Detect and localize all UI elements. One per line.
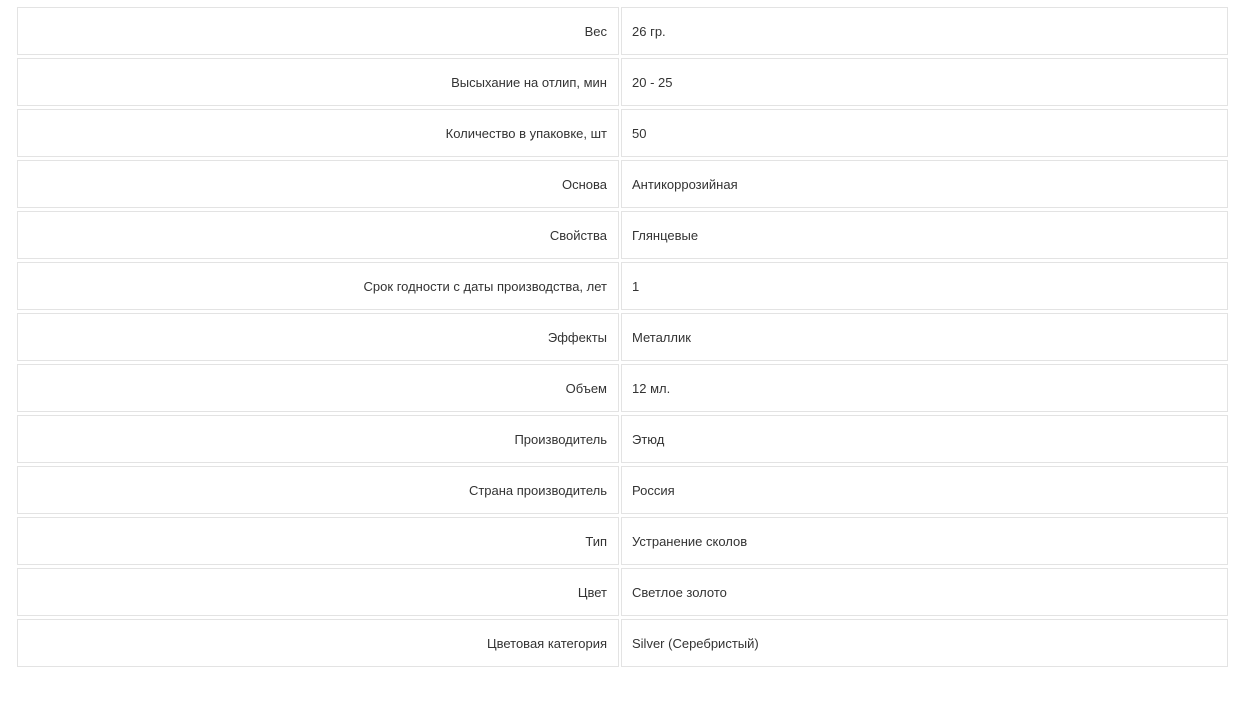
spec-value: Устранение сколов	[621, 517, 1228, 565]
spec-value: 26 гр.	[621, 7, 1228, 55]
spec-value: 12 мл.	[621, 364, 1228, 412]
spec-name: Свойства	[17, 211, 619, 259]
table-row	[17, 7, 1228, 55]
spec-value: Металлик	[621, 313, 1228, 361]
spec-name: Эффекты	[17, 313, 619, 361]
spec-name: Цветовая категория	[17, 619, 619, 667]
spec-value: Россия	[621, 466, 1228, 514]
table-row	[17, 517, 1228, 565]
table-row	[17, 109, 1228, 157]
spec-name: Объем	[17, 364, 619, 412]
table-row	[17, 160, 1228, 208]
spec-value: Антикоррозийная	[621, 160, 1228, 208]
table-row	[17, 313, 1228, 361]
spec-name: Высыхание на отлип, мин	[17, 58, 619, 106]
spec-name: Количество в упаковке, шт	[17, 109, 619, 157]
spec-name: Производитель	[17, 415, 619, 463]
spec-name: Срок годности с даты производства, лет	[17, 262, 619, 310]
spec-value: Silver (Серебристый)	[621, 619, 1228, 667]
table-row	[17, 415, 1228, 463]
table-row	[17, 568, 1228, 616]
spec-value: Глянцевые	[621, 211, 1228, 259]
table-row	[17, 364, 1228, 412]
spec-name: Тип	[17, 517, 619, 565]
table-row	[17, 619, 1228, 667]
spec-name: Страна производитель	[17, 466, 619, 514]
spec-value: 1	[621, 262, 1228, 310]
spec-value: Этюд	[621, 415, 1228, 463]
table-row	[17, 211, 1228, 259]
spec-name: Цвет	[17, 568, 619, 616]
spec-value: 20 - 25	[621, 58, 1228, 106]
spec-name: Основа	[17, 160, 619, 208]
table-row	[17, 58, 1228, 106]
spec-value: 50	[621, 109, 1228, 157]
specs-table	[15, 4, 1230, 670]
product-specs	[17, 7, 1228, 670]
spec-value: Светлое золото	[621, 568, 1228, 616]
table-row	[17, 466, 1228, 514]
table-row	[17, 262, 1228, 310]
spec-name: Вес	[17, 7, 619, 55]
